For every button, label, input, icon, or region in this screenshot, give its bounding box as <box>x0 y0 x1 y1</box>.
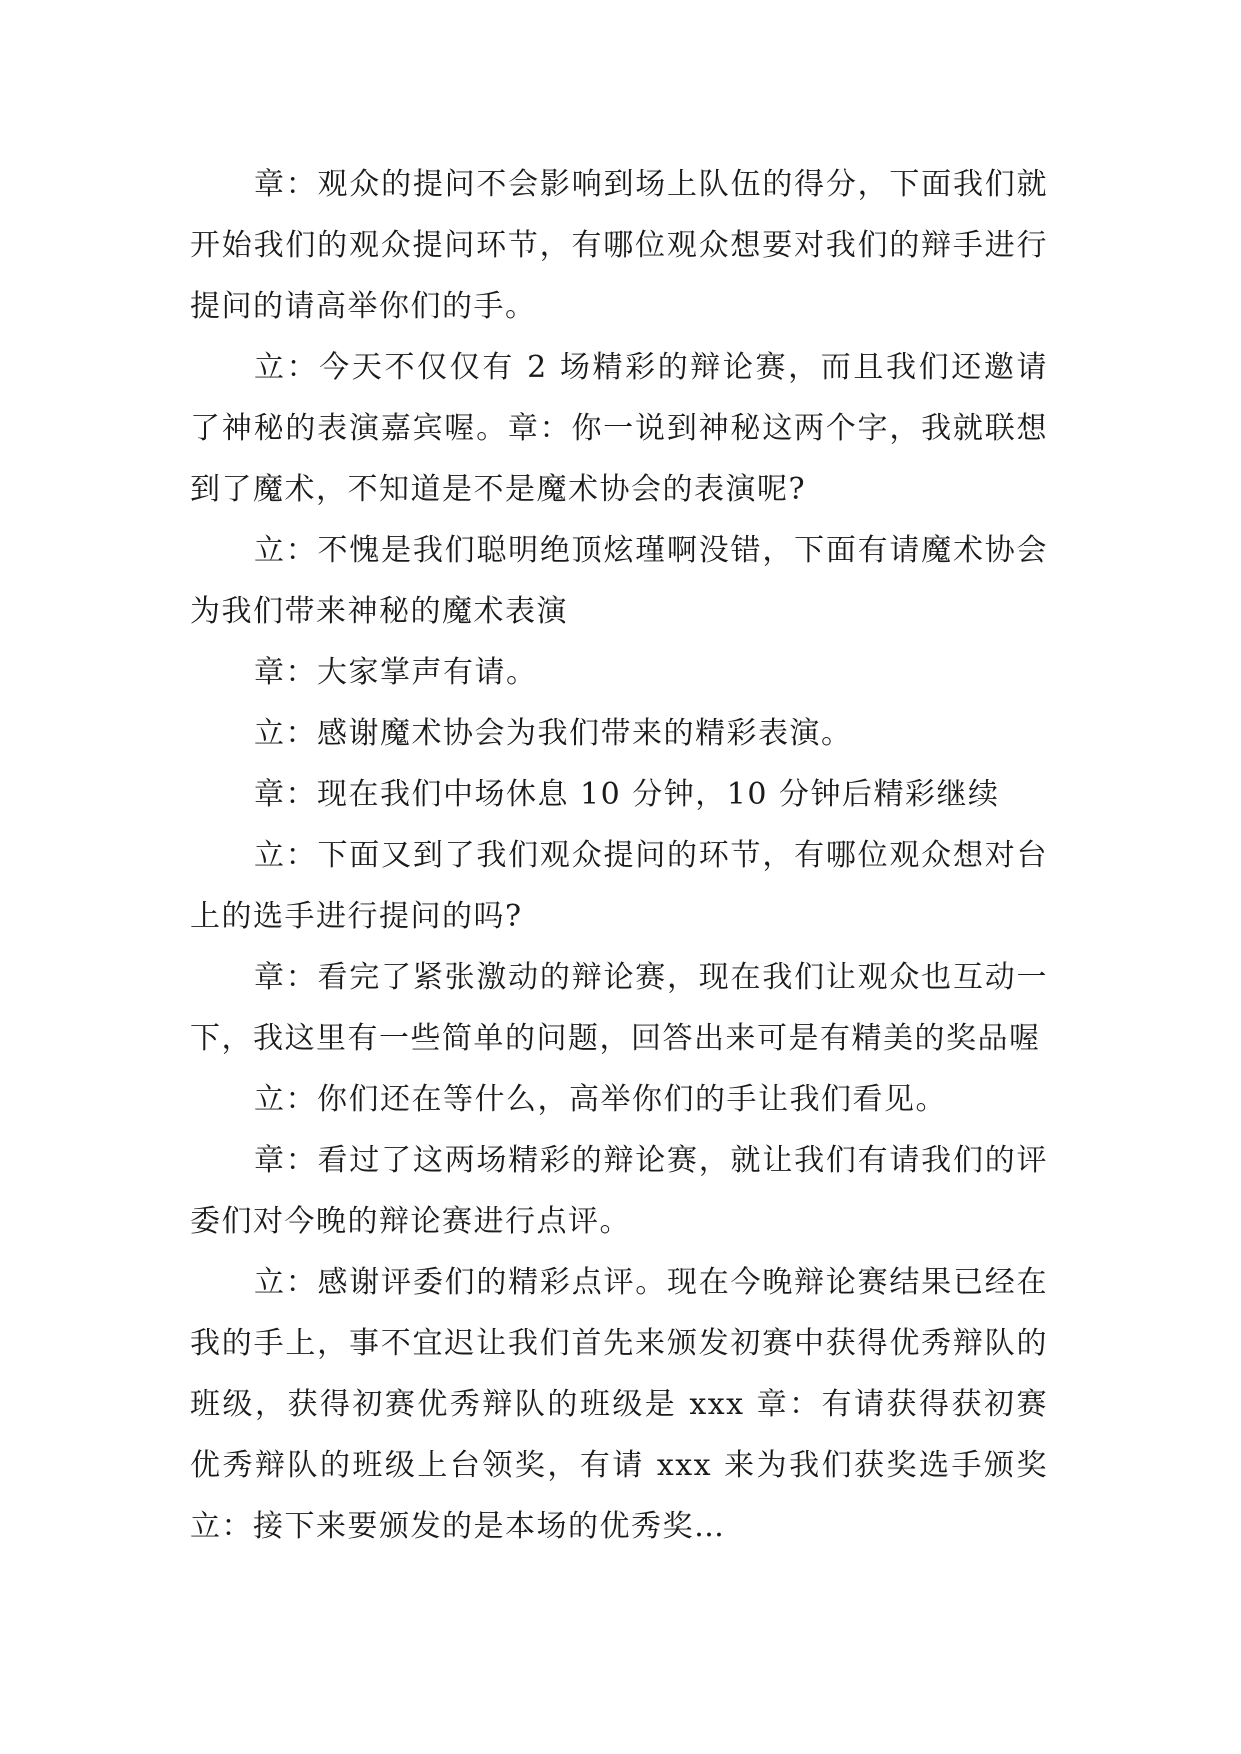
paragraph: 章：观众的提问不会影响到场上队伍的得分，下面我们就开始我们的观众提问环节，有哪位观众想要对我们的辩手进行提问的请高举你们的手。 <box>190 167 1048 324</box>
paragraph: 章：看过了这两场精彩的辩论赛，就让我们有请我们的评委们对今晚的辩论赛进行点评。 <box>190 1143 1048 1239</box>
paragraph: 立：感谢魔术协会为我们带来的精彩表演。 <box>254 716 853 751</box>
paragraph: 立：不愧是我们聪明绝顶炫瑾啊没错，下面有请魔术协会为我们带来神秘的魔术表演 <box>190 533 1048 629</box>
paragraph: 章：大家掌声有请。 <box>254 655 538 690</box>
document-body <box>190 154 1048 1557</box>
paragraph: 章：现在我们中场休息 10 分钟，10 分钟后精彩继续 <box>254 777 1000 812</box>
paragraph: 立：下面又到了我们观众提问的环节，有哪位观众想对台上的选手进行提问的吗? <box>190 838 1048 934</box>
paragraph: 立：今天不仅仅有 2 场精彩的辩论赛，而且我们还邀请了神秘的表演嘉宾喔。章：你一说到神秘这两个字，我就联想到了魔术，不知道是不是魔术协会的表演呢? <box>190 350 1048 507</box>
paragraph: 立：你们还在等什么，高举你们的手让我们看见。 <box>254 1082 947 1117</box>
paragraph: 立：感谢评委们的精彩点评。现在今晚辩论赛结果已经在我的手上，事不宜迟让我们首先来颁发初赛中获得优秀辩队的班级，获得初赛优秀辩队的班级是 xxx 章：有请获得获初赛优秀辩队的班级上台领奖，有请 xxx 来为我们获奖选手颁奖立：接下来要颁发的是本场的优秀奖… <box>190 1265 1048 1544</box>
paragraph: 章：看完了紧张激动的辩论赛，现在我们让观众也互动一下，我这里有一些简单的问题，回答出来可是有精美的奖品喔 <box>190 960 1048 1056</box>
